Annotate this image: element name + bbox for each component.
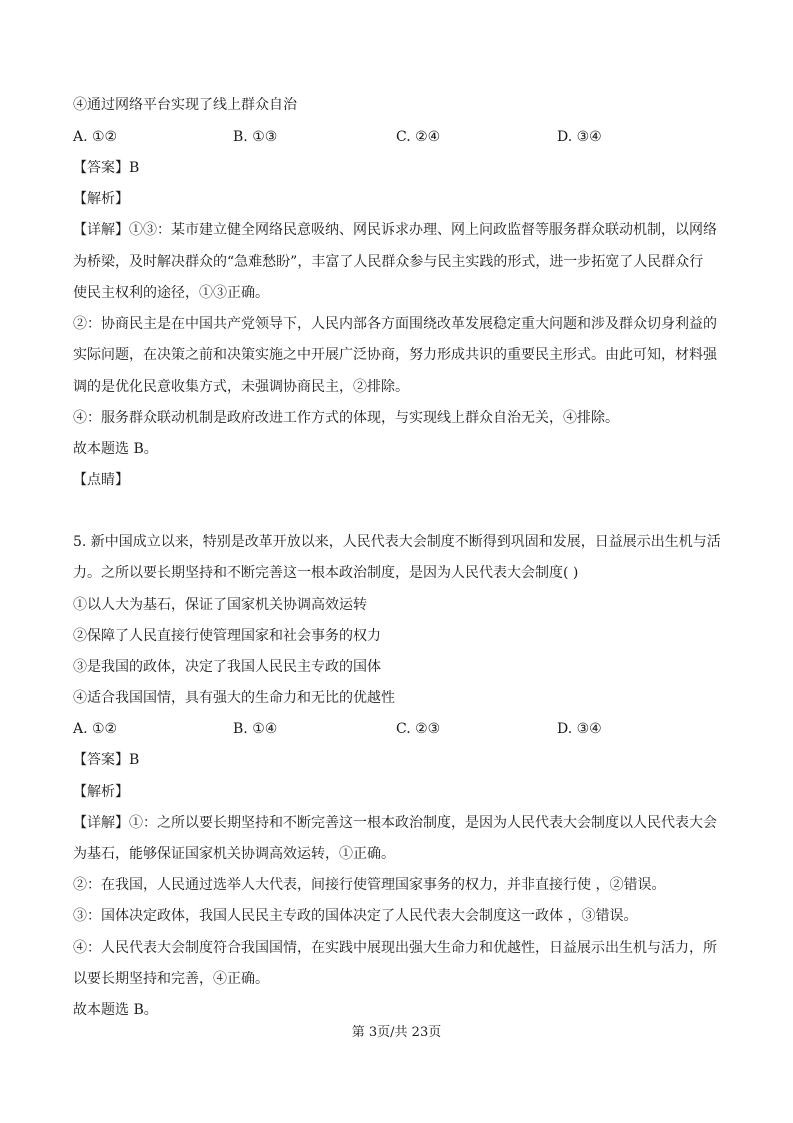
q4-comment-heading: 【点睛】 xyxy=(73,472,129,488)
q4-detail-line: 使民主权利的途径，①③正确。 xyxy=(73,285,269,301)
q5-choice-d: D. ③④ xyxy=(557,721,602,737)
q5-detail-line: ③：国体决定政体，我国人民民主专政的国体决定了人民代表大会制度这一政体 ，③错误。 xyxy=(73,908,638,924)
q5-detail-line: 为基石，能够保证国家机关协调高效运转，①正确。 xyxy=(73,846,395,862)
q5-detail-line: ④：人民代表大会制度符合我国国情，在实践中展现出强大生命力和优越性，日益展示出生机与活力，所 xyxy=(73,940,717,956)
q4-detail-line: ④：服务群众联动机制是政府改进工作方式的体现，与实现线上群众自治无关，④排除。 xyxy=(73,410,619,426)
q5-option-3: ③是我国的政体，决定了我国人民民主专政的国体 xyxy=(73,659,381,675)
q5-choice-c: C. ②③ xyxy=(396,721,441,737)
q5-stem-line: 力。之所以要长期坚持和不断完善这一根本政治制度，是因为人民代表大会制度( ) xyxy=(73,565,579,581)
q5-option-1: ①以人大为基石，保证了国家机关协调高效运转 xyxy=(73,597,367,613)
q5-choice-a: A. ①② xyxy=(73,721,118,737)
q4-choice-b: B. ①③ xyxy=(233,129,278,145)
q5-detail-line: 【详解】①：之所以要长期坚持和不断完善这一根本政治制度，是因为人民代表大会制度以人民代表大会 xyxy=(73,815,717,831)
q4-detail-line: ②：协商民主是在中国共产党领导下，人民内部各方面围绕改革发展稳定重大问题和涉及群众切身利益的 xyxy=(73,316,717,332)
q4-detail-line: 实际问题，在决策之前和决策实施之中开展广泛协商，努力形成共识的重要民主形式。由此可知，材料强 xyxy=(73,347,717,363)
q4-detail-line: 调的是优化民意收集方式，未强调协商民主，②排除。 xyxy=(73,379,409,395)
q4-detail-line: 【详解】①③：某市建立健全网络民意吸纳、网民诉求办理、网上问政监督等服务群众联动机制，以网络 xyxy=(73,222,717,238)
q5-stem-line: 5. 新中国成立以来，特别是改革开放以来，人民代表大会制度不断得到巩固和发展，日益展示出生机与活 xyxy=(73,534,721,550)
q5-choice-b: B. ①④ xyxy=(233,721,278,737)
q5-detail-line: 以要长期坚持和完善，④正确。 xyxy=(73,971,269,987)
q4-analysis-heading: 【解析】 xyxy=(73,191,129,207)
page-footer: 第 3页/共 23页 xyxy=(351,1025,442,1040)
q4-answer: 【答案】B xyxy=(73,160,140,176)
q4-choice-d: D. ③④ xyxy=(557,129,602,145)
q5-detail-line: ②：在我国，人民通过选举人大代表，间接行使管理国家事务的权力，并非直接行使 ，②错误。 xyxy=(73,877,666,893)
q4-option-4: ④通过网络平台实现了线上群众自治 xyxy=(73,97,297,113)
q5-answer: 【答案】B xyxy=(73,752,140,768)
q4-detail-line: 为桥梁，及时解决群众的“急难愁盼”，丰富了人民群众参与民主实践的形式，进一步拓宽了人民群众行 xyxy=(73,254,704,270)
q5-analysis-heading: 【解析】 xyxy=(73,784,129,800)
q5-option-4: ④适合我国国情，具有强大的生命力和无比的优越性 xyxy=(73,690,395,706)
q4-choice-c: C. ②④ xyxy=(396,129,441,145)
q5-detail-line: 故本题选 B。 xyxy=(73,1002,158,1018)
q5-choices xyxy=(73,719,723,739)
q4-choices xyxy=(73,127,723,147)
q4-detail-line: 故本题选 B。 xyxy=(73,441,158,457)
q5-option-2: ②保障了人民直接行使管理国家和社会事务的权力 xyxy=(73,628,381,644)
q4-choice-a: A. ①② xyxy=(73,129,118,145)
